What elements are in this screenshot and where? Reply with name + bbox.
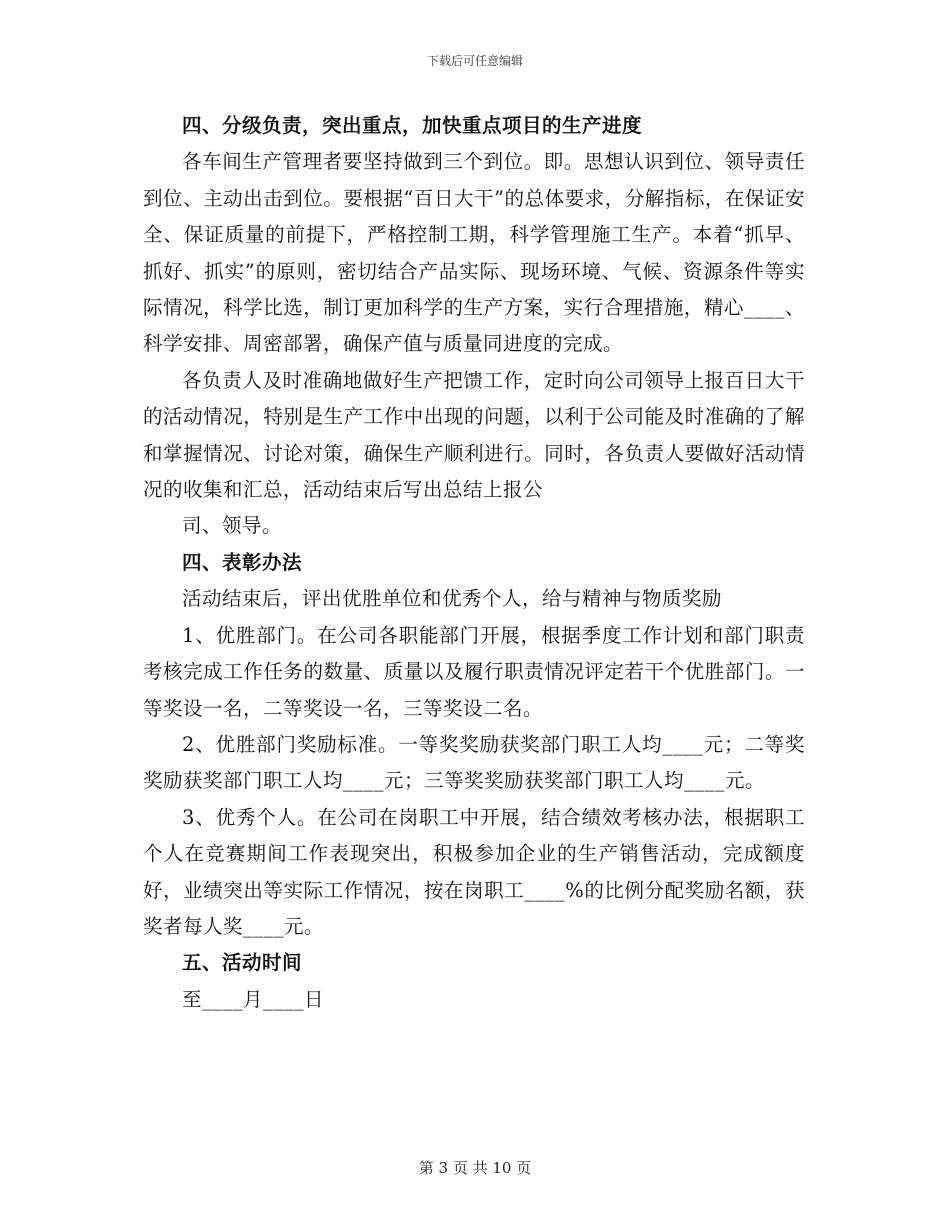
paragraph-winning-departments: 1、优胜部门。在公司各职能部门开展，根据季度工作计划和部门职责考核完成工作任务的数量、质量以及履行职责情况评定若干个优胜部门。一等奖设一名，二等奖设一名，三等奖设二名。 — [143, 623, 805, 720]
paragraph-workshop-management: 各车间生产管理者要坚持做到三个到位。即。思想认识到位、领导责任到位、主动出击到位。要根据“百日大干”的总体要求，分解指标，在保证安全、保证质量的前提下，严格控制工期，科学管理施工生产。本着“抓早、抓好、抓实”的原则，密切结合产品实际、现场环境、气候、资源条件等实际情况，科学比选，制订更加科学的生产方案，实行合理措施，精心____、科学安排、周密部署，确保产值与质量同进度的完成。 — [143, 150, 805, 356]
paragraph-awards-intro: 活动结束后，评出优胜单位和优秀个人，给与精神与物质奖励 — [182, 587, 723, 611]
section-heading-production: 四、分级负责，突出重点，加快重点项目的生产进度 — [182, 114, 643, 137]
section-heading-activity-time: 五、活动时间 — [182, 951, 303, 975]
paragraph-reporting-tail: 司、领导。 — [182, 514, 283, 538]
paragraph-award-standards: 2、优胜部门奖励标准。一等奖奖励获奖部门职工人均____元；二等奖奖励获奖部门职工人均____元；三等奖奖励获奖部门职工人均____元。 — [143, 732, 805, 793]
paragraph-outstanding-individuals: 3、优秀个人。在公司在岗职工中开展，结合绩效考核办法，根据职工个人在竞赛期间工作表现突出，积极参加企业的生产销售活动，完成额度好，业绩突出等实际工作情况，按在岗职工____%的比例分配奖励名额，获奖者每人奖____元。 — [143, 805, 805, 938]
document-body — [143, 108, 805, 1018]
section-heading-commendation: 四、表彰办法 — [182, 550, 303, 574]
page-header: 下载后可任意编辑 — [426, 54, 523, 68]
paragraph-reporting: 各负责人及时准确地做好生产把馈工作，定时向公司领导上报百日大干的活动情况，特别是生产工作中出现的问题，以利于公司能及时准确的了解和掌握情况、讨论对策，确保生产顺利进行。同时，各负责人要做好活动情况的收集和汇总，活动结束后写出总结上报公 — [143, 368, 805, 502]
page-number: 第 3 页 共 10 页 — [418, 1159, 532, 1177]
paragraph-activity-date: 至____月____日 — [182, 987, 325, 1011]
